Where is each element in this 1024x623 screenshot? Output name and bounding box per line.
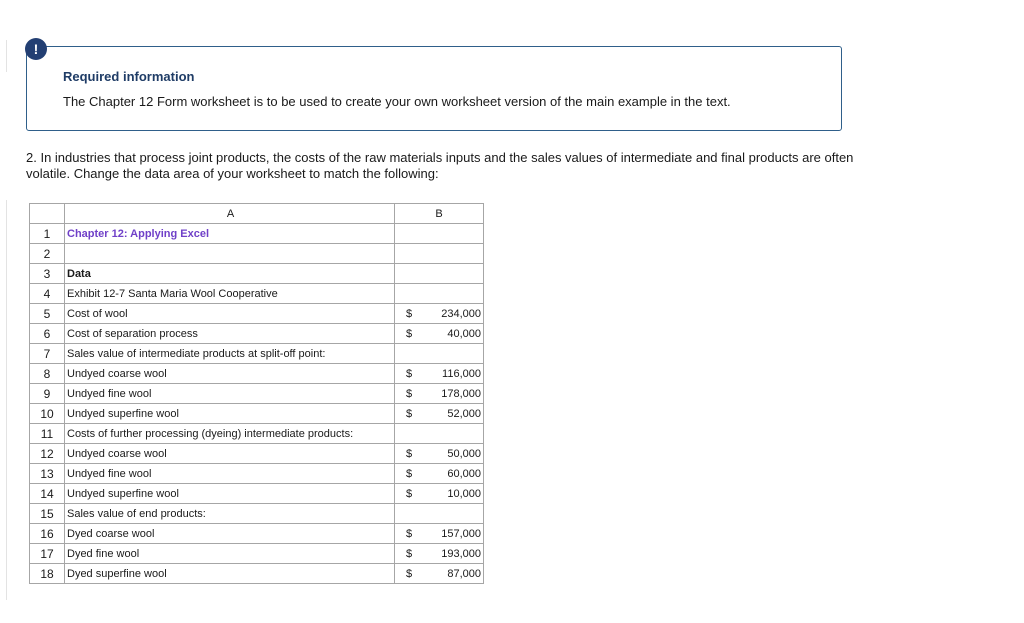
dollar-sign-cell[interactable] bbox=[395, 424, 424, 444]
dollar-sign-cell[interactable]: $ bbox=[395, 544, 424, 564]
table-row bbox=[30, 464, 484, 484]
dollar-sign-cell[interactable]: $ bbox=[395, 524, 424, 544]
table-row bbox=[30, 564, 484, 584]
table-row bbox=[30, 524, 484, 544]
dollar-sign-cell[interactable] bbox=[395, 284, 424, 304]
table-row bbox=[30, 324, 484, 344]
table-row bbox=[30, 304, 484, 324]
left-divider bbox=[0, 200, 7, 600]
info-title: Required information bbox=[63, 69, 195, 84]
value-cell[interactable]: 178,000 bbox=[423, 384, 484, 404]
row-number: 10 bbox=[30, 404, 65, 424]
label-cell[interactable] bbox=[65, 244, 395, 264]
table-row bbox=[30, 484, 484, 504]
row-number: 12 bbox=[30, 444, 65, 464]
column-header-row bbox=[30, 204, 484, 224]
dollar-sign-cell[interactable]: $ bbox=[395, 364, 424, 384]
dollar-sign-cell[interactable]: $ bbox=[395, 324, 424, 344]
info-text: The Chapter 12 Form worksheet is to be used to create your own worksheet version of the main example in the text. bbox=[63, 94, 731, 109]
table-row bbox=[30, 504, 484, 524]
worksheet-table bbox=[29, 203, 484, 584]
label-cell[interactable]: Undyed superfine wool bbox=[65, 484, 395, 504]
table-row bbox=[30, 444, 484, 464]
value-cell[interactable] bbox=[423, 424, 484, 444]
dollar-sign-cell[interactable] bbox=[395, 224, 424, 244]
value-cell[interactable] bbox=[423, 344, 484, 364]
label-cell[interactable]: Dyed fine wool bbox=[65, 544, 395, 564]
label-cell[interactable]: Costs of further processing (dyeing) intermediate products: bbox=[65, 424, 395, 444]
table-row bbox=[30, 284, 484, 304]
row-number: 5 bbox=[30, 304, 65, 324]
label-cell[interactable]: Undyed coarse wool bbox=[65, 444, 395, 464]
value-cell[interactable]: 157,000 bbox=[423, 524, 484, 544]
dollar-sign-cell[interactable] bbox=[395, 264, 424, 284]
row-number: 3 bbox=[30, 264, 65, 284]
label-cell[interactable]: Data bbox=[65, 264, 395, 284]
label-cell[interactable]: Cost of separation process bbox=[65, 324, 395, 344]
label-cell[interactable]: Undyed fine wool bbox=[65, 384, 395, 404]
exclamation-icon: ! bbox=[25, 38, 47, 60]
row-number: 6 bbox=[30, 324, 65, 344]
dollar-sign-cell[interactable]: $ bbox=[395, 564, 424, 584]
table-row bbox=[30, 244, 484, 264]
table-row bbox=[30, 404, 484, 424]
value-cell[interactable]: 87,000 bbox=[423, 564, 484, 584]
table-row bbox=[30, 264, 484, 284]
value-cell[interactable] bbox=[423, 284, 484, 304]
dollar-sign-cell[interactable]: $ bbox=[395, 304, 424, 324]
value-cell[interactable]: 234,000 bbox=[423, 304, 484, 324]
column-header-b: B bbox=[395, 204, 484, 224]
value-cell[interactable]: 40,000 bbox=[423, 324, 484, 344]
table-row bbox=[30, 384, 484, 404]
table-row bbox=[30, 424, 484, 444]
table-row bbox=[30, 224, 484, 244]
corner-cell bbox=[30, 204, 65, 224]
value-cell[interactable]: 60,000 bbox=[423, 464, 484, 484]
value-cell[interactable] bbox=[423, 504, 484, 524]
row-number: 13 bbox=[30, 464, 65, 484]
row-number: 18 bbox=[30, 564, 65, 584]
label-cell[interactable]: Cost of wool bbox=[65, 304, 395, 324]
dollar-sign-cell[interactable]: $ bbox=[395, 384, 424, 404]
label-cell[interactable]: Dyed superfine wool bbox=[65, 564, 395, 584]
label-cell[interactable]: Exhibit 12-7 Santa Maria Wool Cooperative bbox=[65, 284, 395, 304]
dollar-sign-cell[interactable]: $ bbox=[395, 444, 424, 464]
label-cell[interactable]: Dyed coarse wool bbox=[65, 524, 395, 544]
worksheet-title-cell[interactable]: Chapter 12: Applying Excel bbox=[65, 224, 395, 244]
row-number: 11 bbox=[30, 424, 65, 444]
row-number: 1 bbox=[30, 224, 65, 244]
label-cell[interactable]: Undyed coarse wool bbox=[65, 364, 395, 384]
label-cell[interactable]: Undyed superfine wool bbox=[65, 404, 395, 424]
dollar-sign-cell[interactable]: $ bbox=[395, 464, 424, 484]
value-cell[interactable]: 52,000 bbox=[423, 404, 484, 424]
row-number: 7 bbox=[30, 344, 65, 364]
row-number: 8 bbox=[30, 364, 65, 384]
table-row bbox=[30, 364, 484, 384]
row-number: 15 bbox=[30, 504, 65, 524]
value-cell[interactable]: 10,000 bbox=[423, 484, 484, 504]
row-number: 4 bbox=[30, 284, 65, 304]
row-number: 9 bbox=[30, 384, 65, 404]
dollar-sign-cell[interactable] bbox=[395, 504, 424, 524]
dollar-sign-cell[interactable] bbox=[395, 244, 424, 264]
table-row bbox=[30, 344, 484, 364]
dollar-sign-cell[interactable] bbox=[395, 344, 424, 364]
worksheet-body bbox=[30, 224, 484, 584]
column-header-a: A bbox=[65, 204, 395, 224]
required-information-box bbox=[26, 46, 842, 131]
value-cell[interactable]: 193,000 bbox=[423, 544, 484, 564]
value-cell[interactable] bbox=[423, 244, 484, 264]
row-number: 2 bbox=[30, 244, 65, 264]
value-cell[interactable] bbox=[423, 264, 484, 284]
label-cell[interactable]: Undyed fine wool bbox=[65, 464, 395, 484]
left-divider bbox=[0, 40, 7, 72]
row-number: 16 bbox=[30, 524, 65, 544]
question-text: 2. In industries that process joint products, the costs of the raw materials inputs and the sales values of intermediate and final products are often volatile. Change the data area of your worksheet to match the following: bbox=[26, 150, 854, 181]
dollar-sign-cell[interactable]: $ bbox=[395, 404, 424, 424]
value-cell[interactable]: 50,000 bbox=[423, 444, 484, 464]
label-cell[interactable]: Sales value of intermediate products at split-off point: bbox=[65, 344, 395, 364]
row-number: 14 bbox=[30, 484, 65, 504]
table-row bbox=[30, 544, 484, 564]
value-cell[interactable] bbox=[423, 224, 484, 244]
row-number: 17 bbox=[30, 544, 65, 564]
label-cell[interactable]: Sales value of end products: bbox=[65, 504, 395, 524]
dollar-sign-cell[interactable]: $ bbox=[395, 484, 424, 504]
value-cell[interactable]: 116,000 bbox=[423, 364, 484, 384]
